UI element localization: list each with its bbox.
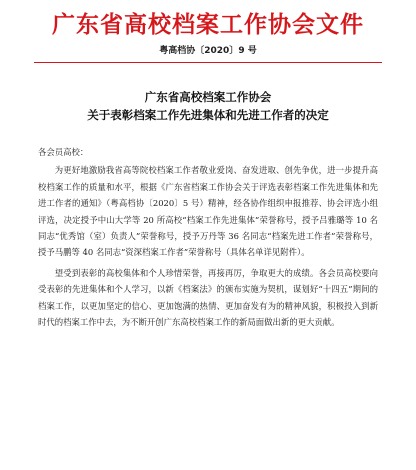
document-body <box>38 144 378 334</box>
document-number: 粤高档协〔2020〕9 号 <box>159 46 257 56</box>
document-title-line-1: 广东省高校档案工作协会 <box>144 90 272 104</box>
document-title-line-2: 关于表彰档案工作先进集体和先进工作者的决定 <box>87 108 329 122</box>
salutation: 各会员高校： <box>38 147 89 157</box>
document-header-title: 广东省高校档案工作协会文件 <box>52 11 364 38</box>
header-red-rule <box>34 62 382 63</box>
paragraph-2: 望受到表彰的高校集体和个人珍惜荣誉，再接再厉，争取更大的成绩。各会员高校要向受表彰的先进集体和个人学习，以新《档案法》的颁布实施为契机，谋划好“十四五”期间的档案工作，以更加坚定的信心、更加饱满的热情、更加奋发有为的精神风貌，积极投入到新时代的档案工作中去，为不断开创广东高校档案工作的新局面做出新的更大贡献。 <box>38 267 378 328</box>
paragraph-1: 为更好地激励我省高等院校档案工作者敬业爱岗、奋发进取、创先争优，进一步提升高校档案工作的质量和水平，根据《广东省档案工作协会关于评选表彰档案工作先进集体和先进工作者的通知》（粤高档协〔2020〕5 号）精神，经各协作组织申报推荐、协会评选小组评选，决定授予中山大学等 20 所高校“档案工作先进集体”荣誉称号，授予吕雅璐等 10 名同志“优秀馆（室）负责人”荣誉称号，授予万丹等 36 名同志“档案先进工作者”荣誉称号，授予马鹏等 40 名同志“资深档案工作者”荣誉称号（具体名单详见附件）。 <box>38 165 378 258</box>
